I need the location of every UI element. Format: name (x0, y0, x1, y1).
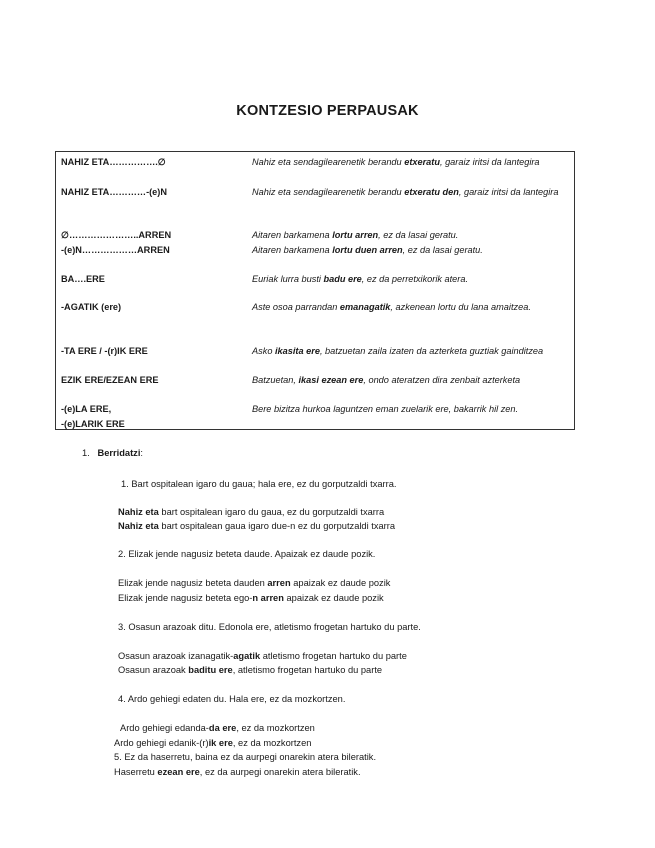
exercise-5-answer-1: Haserretu ezean ere, ez da aurpegi onarekin atera bileratik. (114, 767, 361, 777)
exercise-3-answer-1: Osasun arazoak izanagatik-agatik atletismo frogetan hartuko du parte (118, 651, 407, 661)
exercise-2-answer-2: Elizak jende nagusiz beteta ego-n arren apaizak ez daude pozik (118, 593, 384, 603)
section-heading: 1. Berridatzi: (82, 448, 143, 458)
exercise-3-answer-2: Osasun arazoak baditu ere, atletismo frogetan hartuko du parte (118, 665, 383, 675)
pattern-en-arren: -(e)N………………ARREN (61, 245, 170, 255)
example-ba-ere: Euriak lurra busti badu ere, ez da perretxikorik atera. (252, 274, 469, 284)
exercise-5-prompt: 5. Ez da haserretu, baina ez da aurpegi onarekin atera bileratik. (114, 752, 377, 762)
exercise-4-prompt: 4. Ardo gehiegi edaten du. Hala ere, ez da mozkortzen. (118, 694, 346, 704)
pattern-zero-arren: ∅…………………..ARREN (61, 230, 172, 240)
exercise-1-prompt: 1. Bart ospitalean igaro du gaua; hala ere, ez du gorputzaldi txarra. (121, 479, 397, 489)
page-title: KONTZESIO PERPAUSAK (236, 103, 419, 119)
example-nahiz-eta-zero: Nahiz eta sendagilearenetik berandu etxeratu, garaiz iritsi da lantegira (252, 157, 540, 167)
pattern-nahiz-eta-zero: NAHIZ ETA…………….∅ (61, 157, 166, 167)
pattern-ba-ere: BA….ERE (61, 274, 105, 284)
pattern-ta-ere: -TA ERE / -(r)IK ERE (61, 346, 148, 356)
exercise-1-answer-1: Nahiz eta bart ospitalean igaro du gaua, ez du gorputzaldi txarra (118, 507, 385, 517)
example-ezik-ere: Batzuetan, ikasi ezean ere, ondo ateratzen dira zenbait azterketa (252, 375, 521, 385)
pattern-ezik-ere: EZIK ERE/EZEAN ERE (61, 375, 159, 385)
example-nahiz-eta-en: Nahiz eta sendagilearenetik berandu etxeratu den, garaiz iritsi da lantegira (252, 187, 559, 197)
example-zero-arren: Aitaren barkamena lortu arren, ez da lasai geratu. (252, 230, 459, 240)
exercise-3-prompt: 3. Osasun arazoak ditu. Edonola ere, atletismo frogetan hartuko du parte. (118, 622, 421, 632)
example-agatik: Aste osoa parrandan emanagatik, azkenean lortu du lana amaitzea. (252, 302, 531, 312)
pattern-nahiz-eta-en: NAHIZ ETA…………-(e)N (61, 187, 167, 197)
exercise-1-answer-2: Nahiz eta bart ospitalean gaua igaro due-n ez du gorputzaldi txarra (118, 521, 396, 531)
pattern-agatik: -AGATIK (ere) (61, 302, 122, 312)
concession-table (55, 151, 575, 430)
exercise-4-answer-2: Ardo gehiegi edanik-(r)ik ere, ez da mozkortzen (114, 738, 312, 748)
example-en-arren: Aitaren barkamena lortu duen arren, ez da lasai geratu. (252, 245, 483, 255)
pattern-ela-ere: -(e)LA ERE, -(e)LARIK ERE (61, 404, 125, 429)
example-ta-ere: Asko ikasita ere, batzuetan zaila izaten da azterketa guztiak gainditzea (252, 346, 544, 356)
exercise-2-prompt: 2. Elizak jende nagusiz beteta daude. Apaizak ez daude pozik. (118, 549, 376, 559)
exercise-4-answer-1: Ardo gehiegi edanda-da ere, ez da mozkortzen (120, 723, 315, 733)
exercise-2-answer-1: Elizak jende nagusiz beteta dauden arren apaizak ez daude pozik (118, 578, 391, 588)
example-ela-ere: Bere bizitza hurkoa laguntzen eman zuelarik ere, bakarrik hil zen. (252, 404, 519, 414)
